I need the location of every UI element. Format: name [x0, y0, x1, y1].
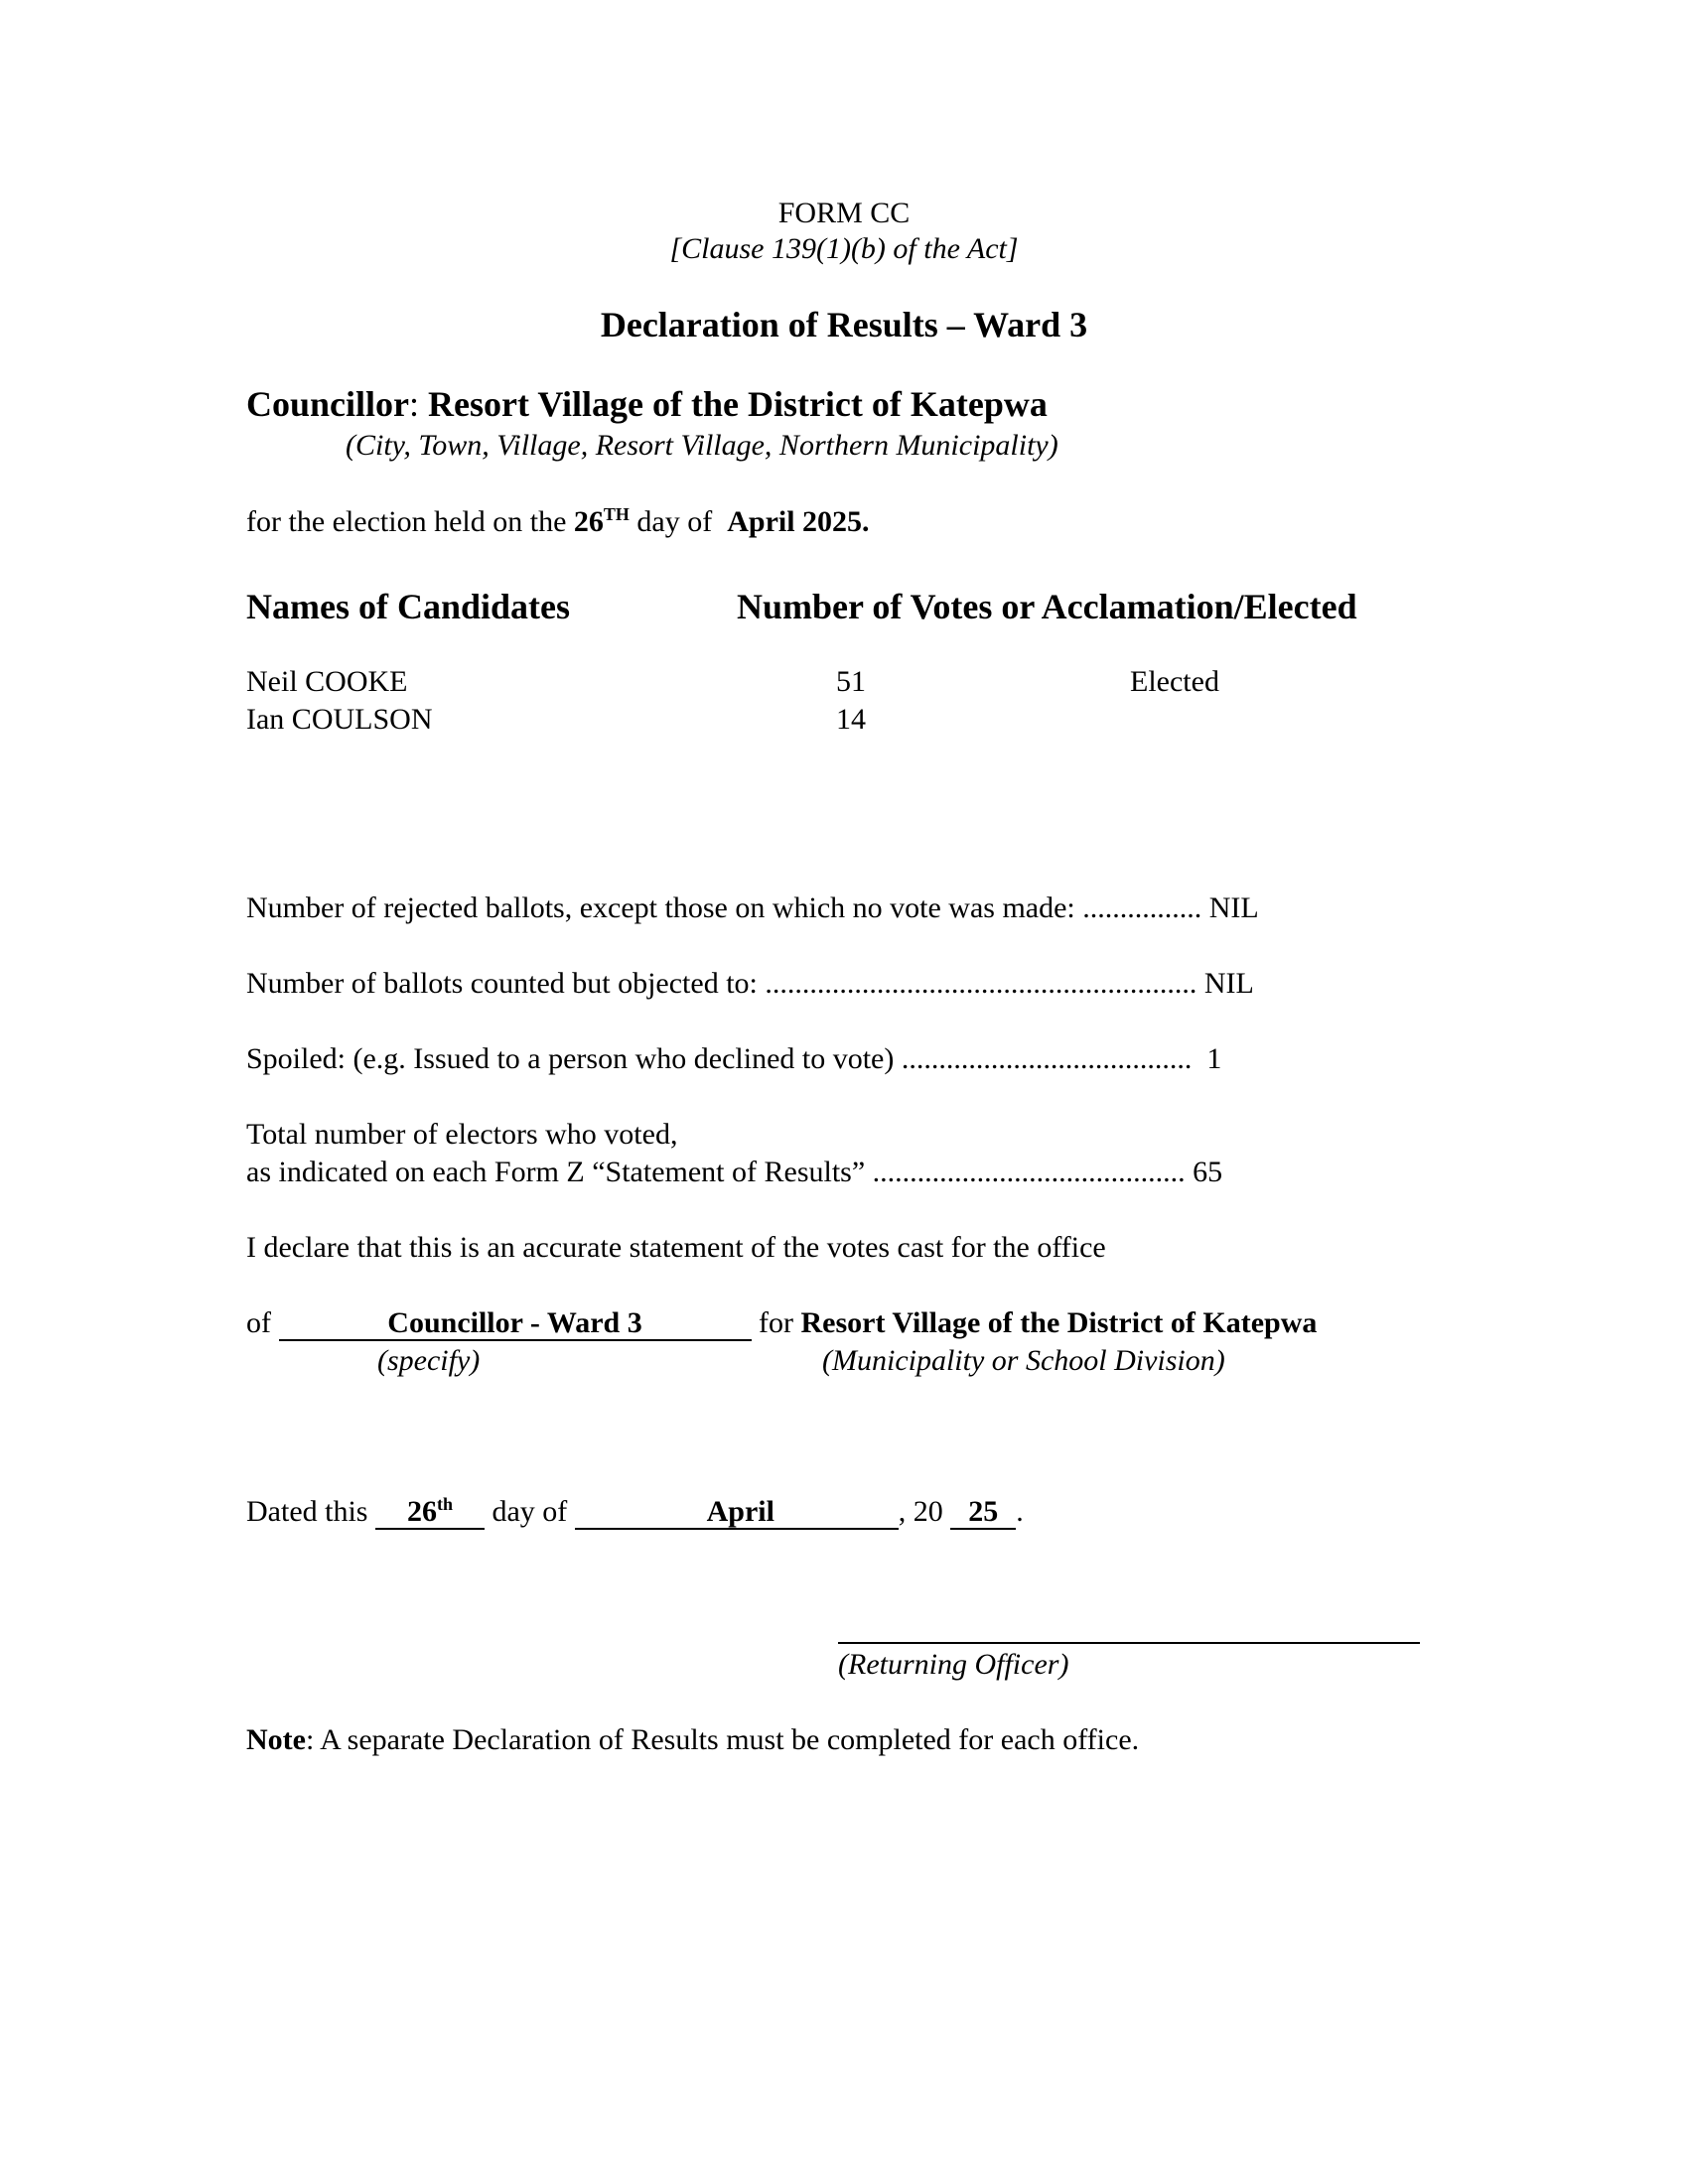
- note-text: : A separate Declaration of Results must be completed for each office.: [305, 1723, 1140, 1756]
- dated-month-field: April: [575, 1497, 899, 1530]
- rejected-ballots-value: NIL: [1208, 891, 1259, 924]
- office-field: Councillor - Ward 3: [279, 1308, 752, 1341]
- declaration-statement: I declare that this is an accurate statement of the votes cast for the office: [246, 1231, 1106, 1264]
- office-label: Councillor: [246, 384, 410, 424]
- municipality-types-hint: (City, Town, Village, Resort Village, Northern Municipality): [346, 429, 1058, 462]
- leader-dots: ..........................................................: [765, 967, 1197, 1000]
- total-electors-label-2: as indicated on each Form Z “Statement of Results”: [246, 1156, 866, 1188]
- column-header-votes: Number of Votes or Acclamation/Elected: [737, 587, 1357, 626]
- spoiled-ballots-label: Spoiled: (e.g. Issued to a person who declined to vote): [246, 1042, 895, 1075]
- objected-ballots-label: Number of ballots counted but objected to:: [246, 967, 758, 1000]
- dated-line: [246, 1495, 1024, 1530]
- election-prefix: for the election held on the: [246, 505, 567, 538]
- page-title: Declaration of Results – Ward 3: [600, 305, 1088, 344]
- total-electors-value: 65: [1193, 1156, 1223, 1188]
- declaration-of: of: [246, 1306, 271, 1339]
- note-label: Note: [246, 1723, 306, 1756]
- total-electors-line: [246, 1156, 1222, 1189]
- candidate-status: Elected: [1130, 665, 1219, 698]
- dated-prefix: Dated this: [246, 1495, 368, 1528]
- clause-reference: [Clause 139(1)(b) of the Act]: [669, 232, 1019, 265]
- specify-hint: (specify): [377, 1344, 481, 1377]
- office-colon: :: [409, 384, 420, 424]
- candidate-votes: 51: [836, 665, 866, 698]
- form-name: FORM CC: [777, 197, 911, 229]
- declaration-office-line: [246, 1306, 1317, 1341]
- dated-day-of: day of: [492, 1495, 568, 1528]
- election-day-of: day of: [636, 505, 713, 538]
- total-electors-label-1: Total number of electors who voted,: [246, 1118, 678, 1151]
- signature-line: [838, 1642, 1420, 1644]
- signature-caption: (Returning Officer): [838, 1648, 1069, 1681]
- dated-day-field: 26th: [375, 1495, 485, 1530]
- office-line: [246, 383, 1048, 425]
- leader-dots: ................: [1082, 891, 1202, 924]
- election-date-line: [246, 504, 870, 539]
- spoiled-ballots-line: [246, 1042, 1221, 1076]
- declaration-municipality: Resort Village of the District of Katepwa: [800, 1306, 1318, 1339]
- objected-ballots-line: [246, 967, 1254, 1001]
- column-header-candidates: Names of Candidates: [246, 587, 571, 626]
- dated-year-field: 25: [950, 1497, 1016, 1530]
- leader-dots: ..........................................: [872, 1156, 1186, 1188]
- dated-period: .: [1016, 1495, 1024, 1528]
- election-month-year: April 2025.: [727, 505, 870, 538]
- rejected-ballots-line: [246, 891, 1259, 925]
- dated-comma-20: , 20: [898, 1495, 943, 1528]
- note-line: [246, 1723, 1139, 1757]
- municipality-name: Resort Village of the District of Katepwa: [428, 384, 1048, 424]
- objected-ballots-value: NIL: [1203, 967, 1254, 1000]
- rejected-ballots-label: Number of rejected ballots, except those on which no vote was made:: [246, 891, 1075, 924]
- candidate-name: Ian COULSON: [246, 703, 433, 736]
- candidate-votes: 14: [836, 703, 866, 736]
- spoiled-ballots-value: 1: [1206, 1042, 1222, 1075]
- leader-dots: .......................................: [901, 1042, 1193, 1075]
- election-day: 26TH: [573, 504, 630, 538]
- municipality-hint: (Municipality or School Division): [822, 1344, 1225, 1377]
- candidate-name: Neil COOKE: [246, 665, 408, 698]
- declaration-for: for: [759, 1306, 793, 1339]
